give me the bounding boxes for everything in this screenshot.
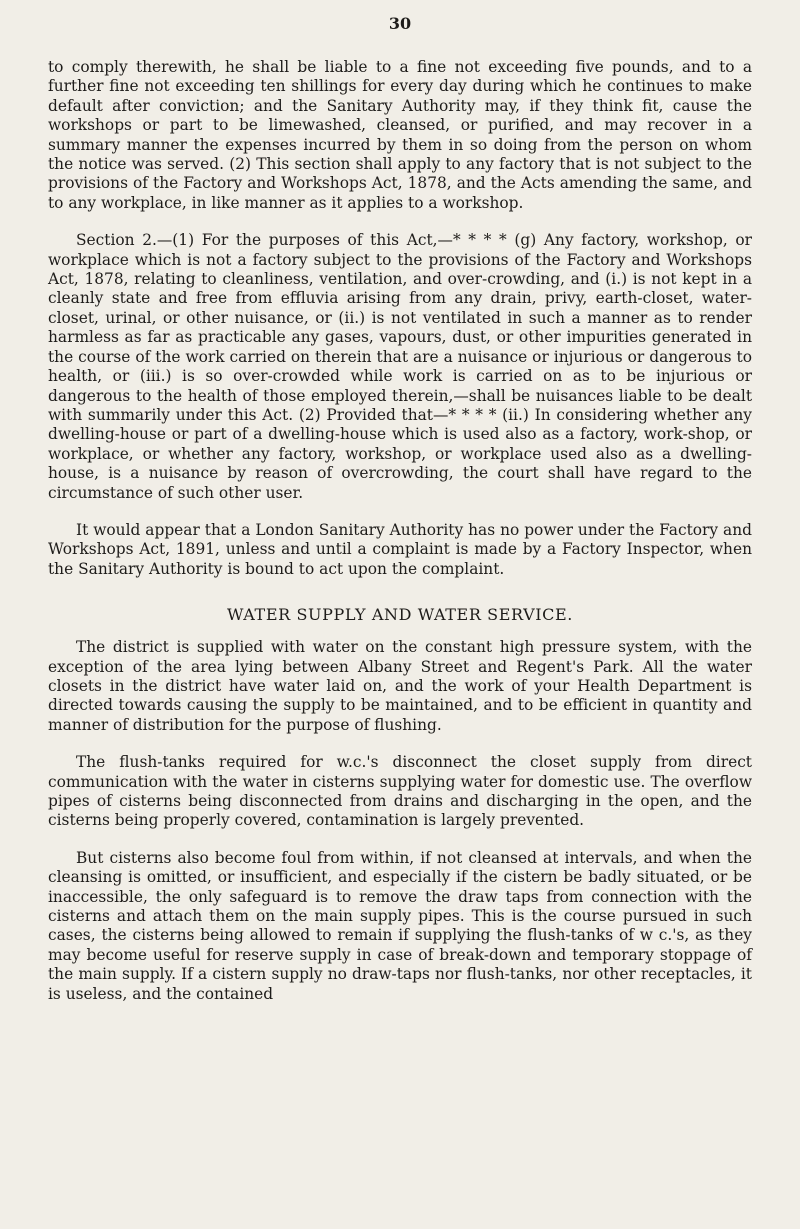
paragraph-penalties: to comply therewith, he shall be liable to a fine not exceeding five pounds, and to a further fine not exceeding ten shillings for every day during which he continues to make default after conviction; and the Sanitary Authority may, if they think fit, cause the workshops or part to be limewashed, cleansed, or purified, and may recover in a summary manner the expenses incurred by them in so doing from the person on whom the notice was served. (2) This section shall apply to any factory that is not subject to the provisions of the Factory and Workshops Act, 1878, and the Acts amending the same, and to any workplace, in like manner as it applies to a workshop. bbox=[48, 58, 752, 212]
paragraph-cisterns: But cisterns also become foul from within, if not cleansed at intervals, and when the cleansing is omitted, or insufficient, and especially if the cistern be badly situated, or be inaccessible, the only safeguard is to remove the draw taps from connection with the cisterns and attach them on the main supply pipes. This is the course pursued in such cases, the cisterns being allowed to remain if supplying the flush-tanks of w c.'s, as they may become useful for reserve supply in case of break-down and temporary stoppage of the main supply. If a cistern supply no draw-taps nor flush-tanks, nor other receptacles, it is useless, and the contained bbox=[48, 848, 752, 1003]
paragraph-water-supply: The district is supplied with water on the constant high pressure system, with the exception of the area lying between Albany Street and Regent's Park. All the water closets in the district have water laid on, and the work of your Health Department is directed towards causing the supply to be maintained, and to be efficient in quantity and manner of distribution for the purpose of flushing. bbox=[48, 638, 752, 734]
page-number: 30 bbox=[388, 14, 412, 33]
paragraph-london-authority: It would appear that a London Sanitary Authority has no power under the Factory and Workshops Act, 1891, unless and until a complaint is made by a Factory Inspector, when the Sanitary Authority is bound to act upon the complaint. bbox=[48, 520, 752, 578]
paragraph-flush-tanks: The flush-tanks required for w.c.'s disconnect the closet supply from direct communication with the water in cisterns supplying water for domestic use. The overflow pipes of cisterns being disconnected from drains and discharging in the open, and the cisterns being properly covered, contamination is largely prevented. bbox=[48, 753, 752, 830]
section-heading: WATER SUPPLY AND WATER SERVICE. bbox=[227, 605, 573, 625]
paragraph-section-2: Section 2.—(1) For the purposes of this Act,—* * * * (g) Any factory, workshop, or workplace which is not a factory subject to the provisions of the Factory and Workshops Act, 1878, relating to cleanliness, ventilation, and over-crowding, and (i.) is not kept in a cleanly state and free from effluvia arising from any drain, privy, earth-closet, water-closet, urinal, or other nuisance, or (ii.) is not ventilated in such a manner as to render harmless as far as practicable any gases, vapours, dust, or other impurities generated in the course of the work carried on therein that are a nuisance or injurious or dangerous to health, or (iii.) is so over-crowded while work is carried on as to be injurious or dangerous to the health of those employed therein,—shall be nuisances liable to be dealt with summarily under this Act. (2) Provided that—* * * * (ii.) In considering whether any dwelling-house or part of a dwelling-house which is used also as a factory, work-shop, or workplace, or whether any factory, workshop, or workplace used also as a dwelling-house, is a nuisance by reason of overcrowding, the court shall have regard to the circumstance of such other user. bbox=[48, 231, 752, 502]
